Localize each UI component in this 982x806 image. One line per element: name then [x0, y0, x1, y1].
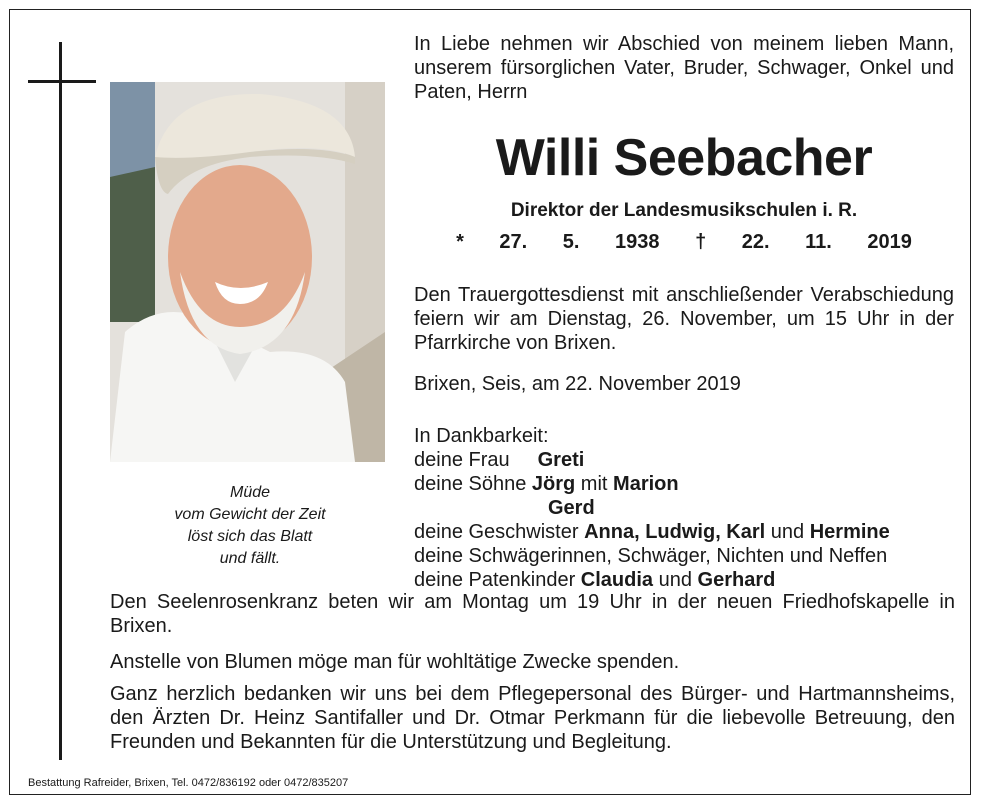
poem-line: löst sich das Blatt: [187, 528, 313, 545]
deceased-title: Direktor der Landesmusikschulen i. R.: [510, 200, 858, 221]
mourner-row: Gerd: [548, 497, 595, 519]
rosary-text: Den Seelenrosenkranz beten wir am Montag um 19 Uhr in der neuen Friedhofskapelle in Brixen.: [110, 591, 955, 637]
flowers-text: Anstelle von Blumen möge man für wohltätige Zwecke spenden.: [110, 651, 680, 673]
intro-text: In Liebe nehmen wir Abschied von meinem lieben Mann, unserem fürsorglichen Vater, Bruder, Schwager, Onkel und Paten, Herrn: [414, 33, 954, 103]
funeral-service-text: Den Trauergottesdienst mit anschließender Verabschiedung feiern wir am Dienstag, 26. November, um 15 Uhr in der Pfarrkirche von Brixen.: [414, 284, 954, 354]
mourner-row: deine Söhne Jörg mit Marion: [414, 473, 679, 495]
mourner-row: deine Patenkinder Claudia und Gerhard: [414, 569, 776, 591]
portrait-photo: [110, 82, 385, 462]
poem-line: vom Gewicht der Zeit: [174, 506, 326, 523]
thanks-heading: In Dankbarkeit:: [414, 425, 549, 447]
cross-icon-bar: [28, 80, 96, 83]
birth-date: * 27. 5. 1938: [456, 231, 660, 253]
funeral-home-footer: Bestattung Rafreider, Brixen, Tel. 0472/836192 oder 0472/835207: [28, 777, 349, 789]
death-date: † 22. 11. 2019: [695, 231, 912, 253]
place-and-date: Brixen, Seis, am 22. November 2019: [414, 373, 741, 395]
mourners-list: [414, 424, 974, 592]
mourner-row: deine Frau Greti: [414, 449, 585, 471]
poem-line: und fällt.: [219, 550, 281, 567]
poem-line: Müde: [229, 484, 271, 501]
life-dates: [414, 231, 954, 254]
poem: [130, 482, 370, 570]
mourner-row: deine Schwägerinnen, Schwäger, Nichten und Neffen: [414, 545, 888, 567]
deceased-name: Willi Seebacher: [495, 129, 873, 187]
mourner-row: deine Geschwister Anna, Ludwig, Karl und Hermine: [414, 521, 890, 543]
cross-icon: [59, 42, 62, 760]
gratitude-text: Ganz herzlich bedanken wir uns bei dem Pflegepersonal des Bürger- und Hartmannsheims, den Ärzten Dr. Heinz Santifaller und Dr. Otmar Perkmann für die liebevolle Betreuung, den Freunden und Bekannten für die Unterstützung und Begleitung.: [110, 683, 955, 753]
